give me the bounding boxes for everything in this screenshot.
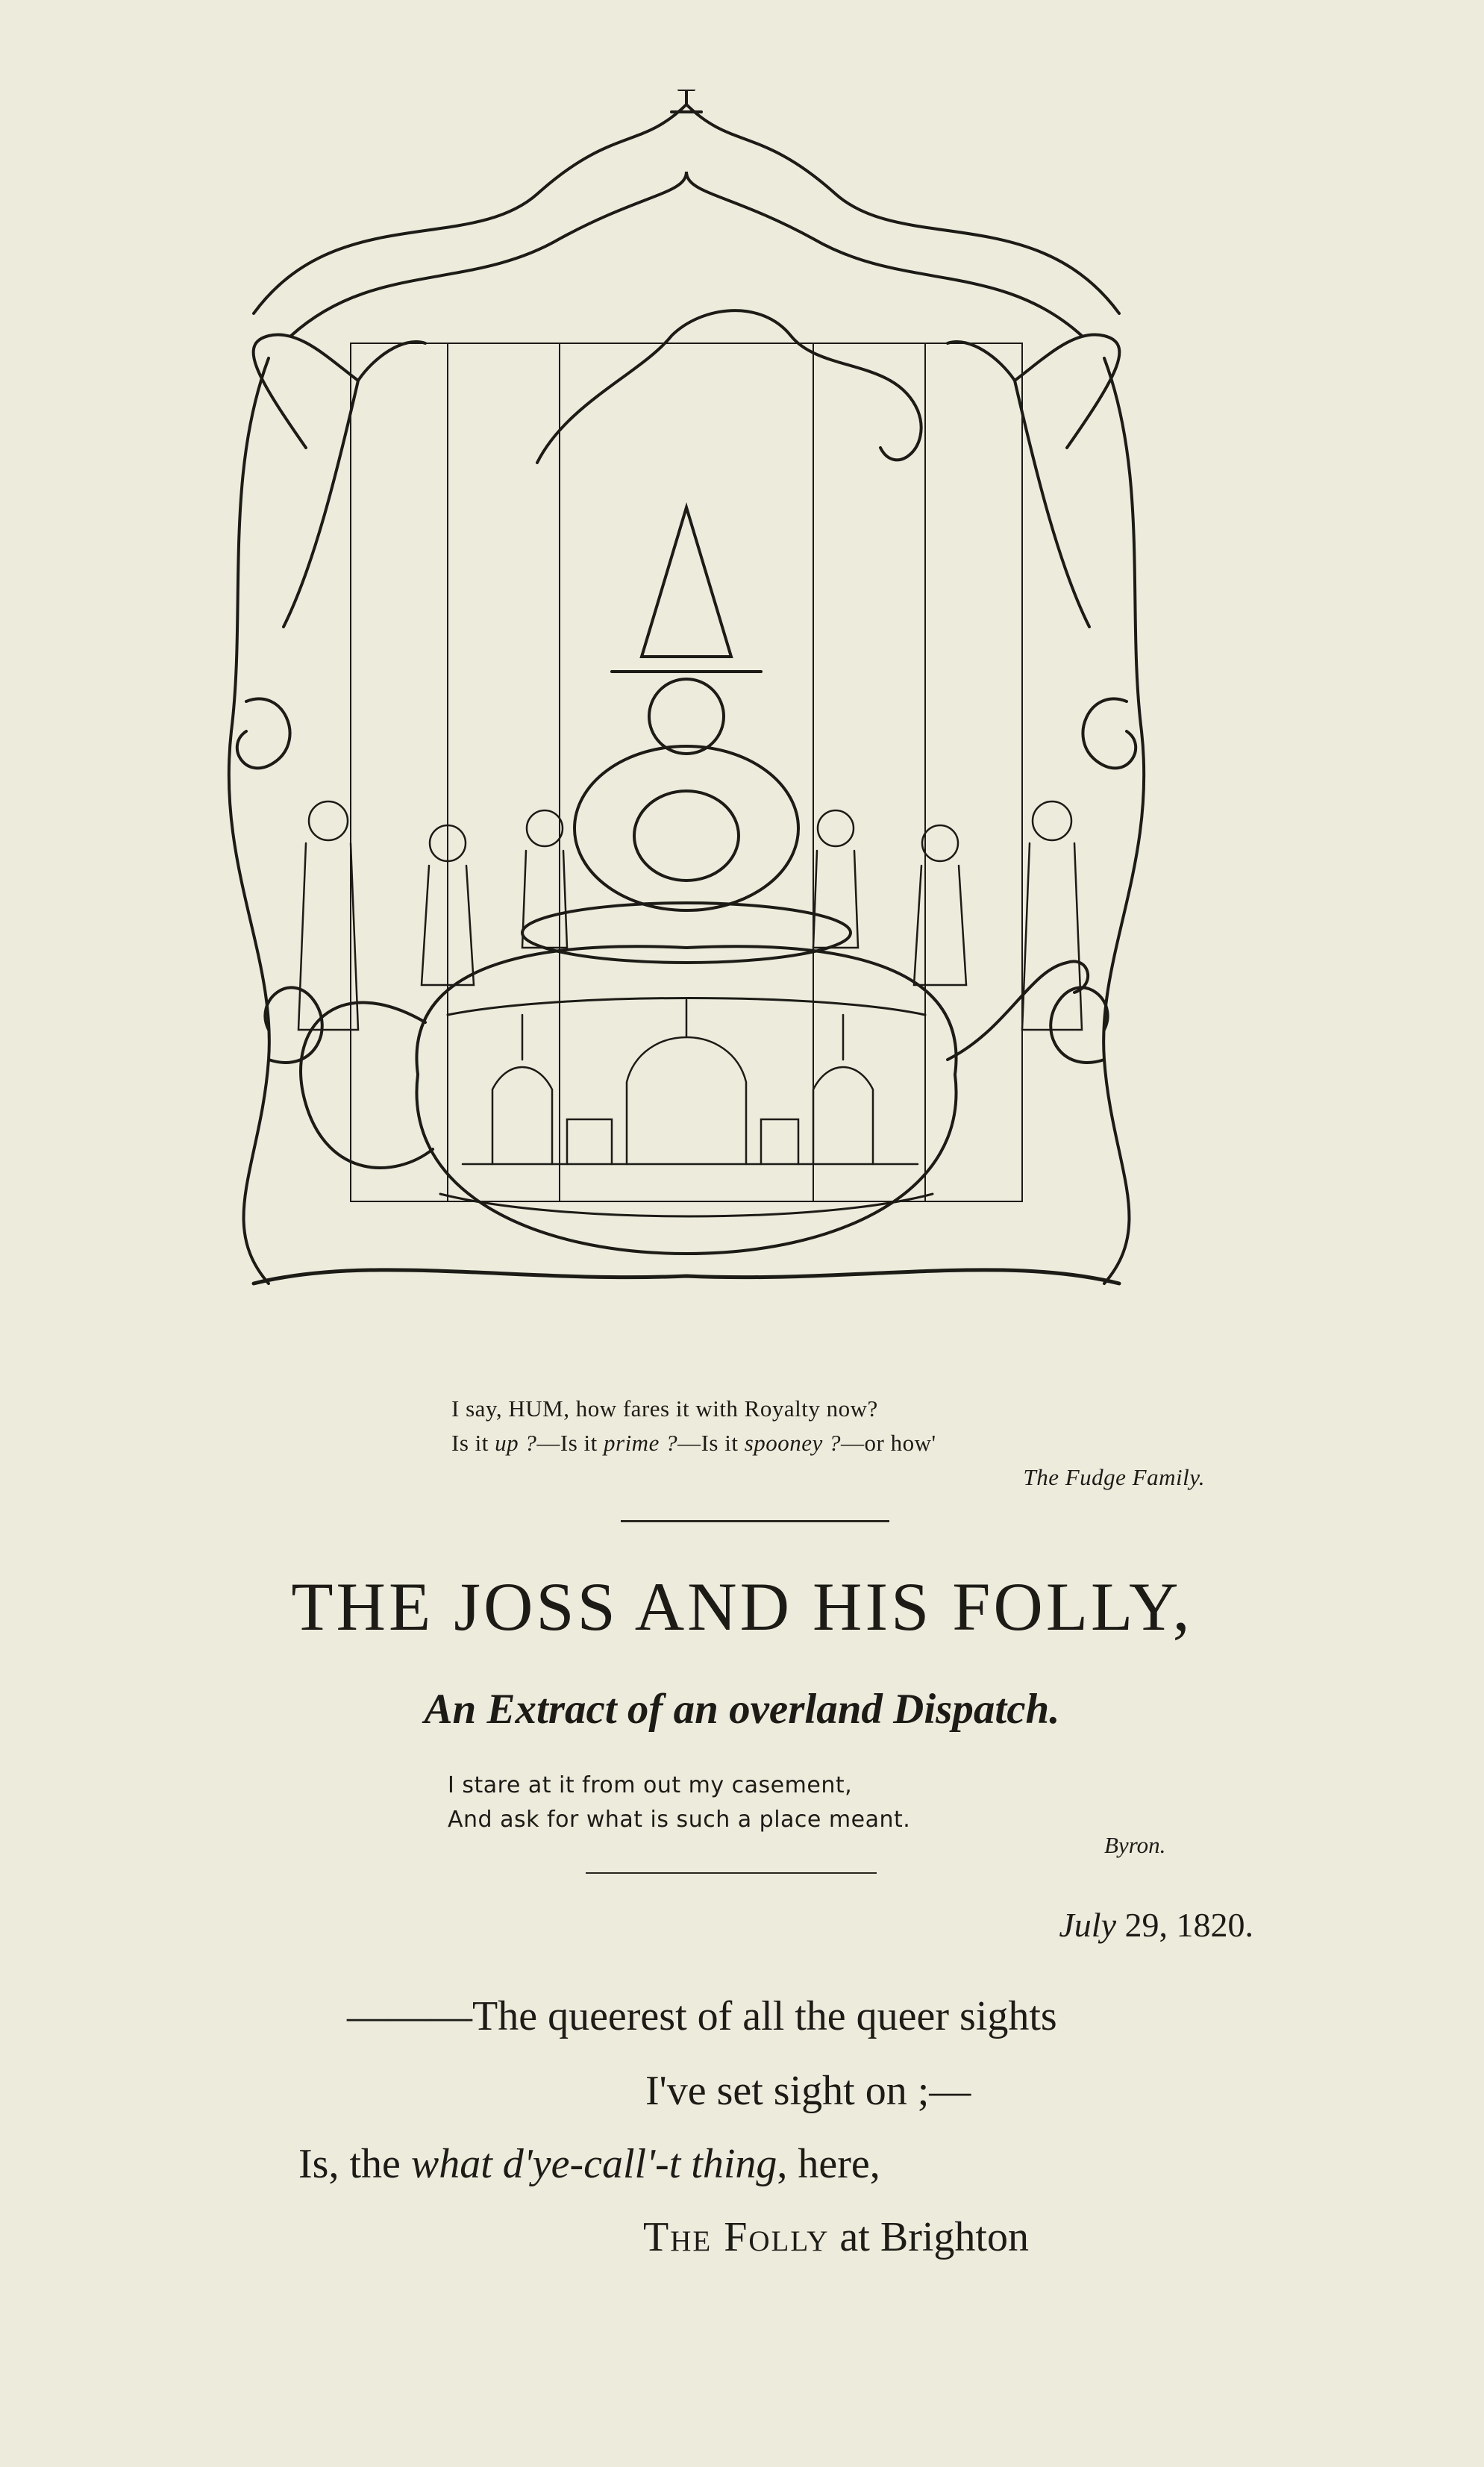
teapot-joss-engraving <box>224 90 1298 1328</box>
epigraph2-line-2: And ask for what is such a place meant. <box>448 1807 911 1833</box>
teapot-body <box>416 946 956 1254</box>
epigraph-spooney: spooney ? <box>744 1430 842 1456</box>
right-bird <box>948 334 1119 627</box>
verse-italic-phrase: what d'ye-call'-t thing <box>410 2141 777 2187</box>
dispatch-date <box>970 1905 1253 1945</box>
epigraph-up: up ? <box>495 1430 537 1456</box>
epigraph2-line-1: I stare at it from out my casement, <box>448 1772 853 1798</box>
epigraph2-attribution: Byron. <box>1104 1832 1166 1858</box>
left-bird <box>254 334 425 627</box>
left-scroll-frame <box>229 358 269 1283</box>
epigraph-fudge-family <box>451 1392 1235 1495</box>
joss-body <box>574 746 798 910</box>
epigraph-attribution: The Fudge Family. <box>1023 1464 1205 1490</box>
teapot-spout <box>948 961 1088 1060</box>
verse-line-3-part: , here, <box>777 2141 880 2187</box>
date-rest: 29, 1820. <box>1116 1906 1253 1944</box>
page-title: THE JOSS AND HIS FOLLY, <box>291 1569 1193 1645</box>
verse-line-2: I've set sight on ;— <box>645 2068 971 2114</box>
date-month: July <box>1059 1906 1116 1944</box>
divider-rule <box>621 1520 889 1522</box>
verse-small-caps: The Folly <box>643 2214 830 2260</box>
joss-head <box>649 679 724 754</box>
dragon <box>537 310 921 463</box>
pavilion-vignette <box>463 1000 918 1164</box>
verse-line-3-part: Is, the <box>298 2141 411 2187</box>
verse-line-3 <box>298 2140 1484 2188</box>
attendant-figures <box>298 801 1082 1030</box>
epigraph-line-1: I say, HUM, how fares it with Royalty now? <box>451 1395 878 1422</box>
canopy-arch <box>254 104 1119 313</box>
epigraph-line-2-part: —Is it <box>677 1430 745 1456</box>
divider-rule-2 <box>586 1872 877 1874</box>
verse-line-4 <box>643 2213 1484 2261</box>
teapot-handle <box>301 1003 433 1168</box>
right-scroll-frame <box>1103 358 1144 1283</box>
epigraph-line-2-part: —Is it <box>536 1430 604 1456</box>
joss-hat <box>642 507 731 657</box>
epigraph-byron <box>448 1769 1216 1837</box>
verse-line-4-part: at Brighton <box>829 2214 1029 2260</box>
verse-line-1: ———The queerest of all the queer sights <box>347 1993 1057 2039</box>
page-subtitle: An Extract of an overland Dispatch. <box>424 1686 1060 1733</box>
epigraph-line-2 <box>451 1426 1235 1460</box>
epigraph-line-2-part: Is it <box>451 1430 495 1456</box>
epigraph-line-2-part: —or how' <box>841 1430 936 1456</box>
epigraph-prime: prime ? <box>604 1430 678 1456</box>
